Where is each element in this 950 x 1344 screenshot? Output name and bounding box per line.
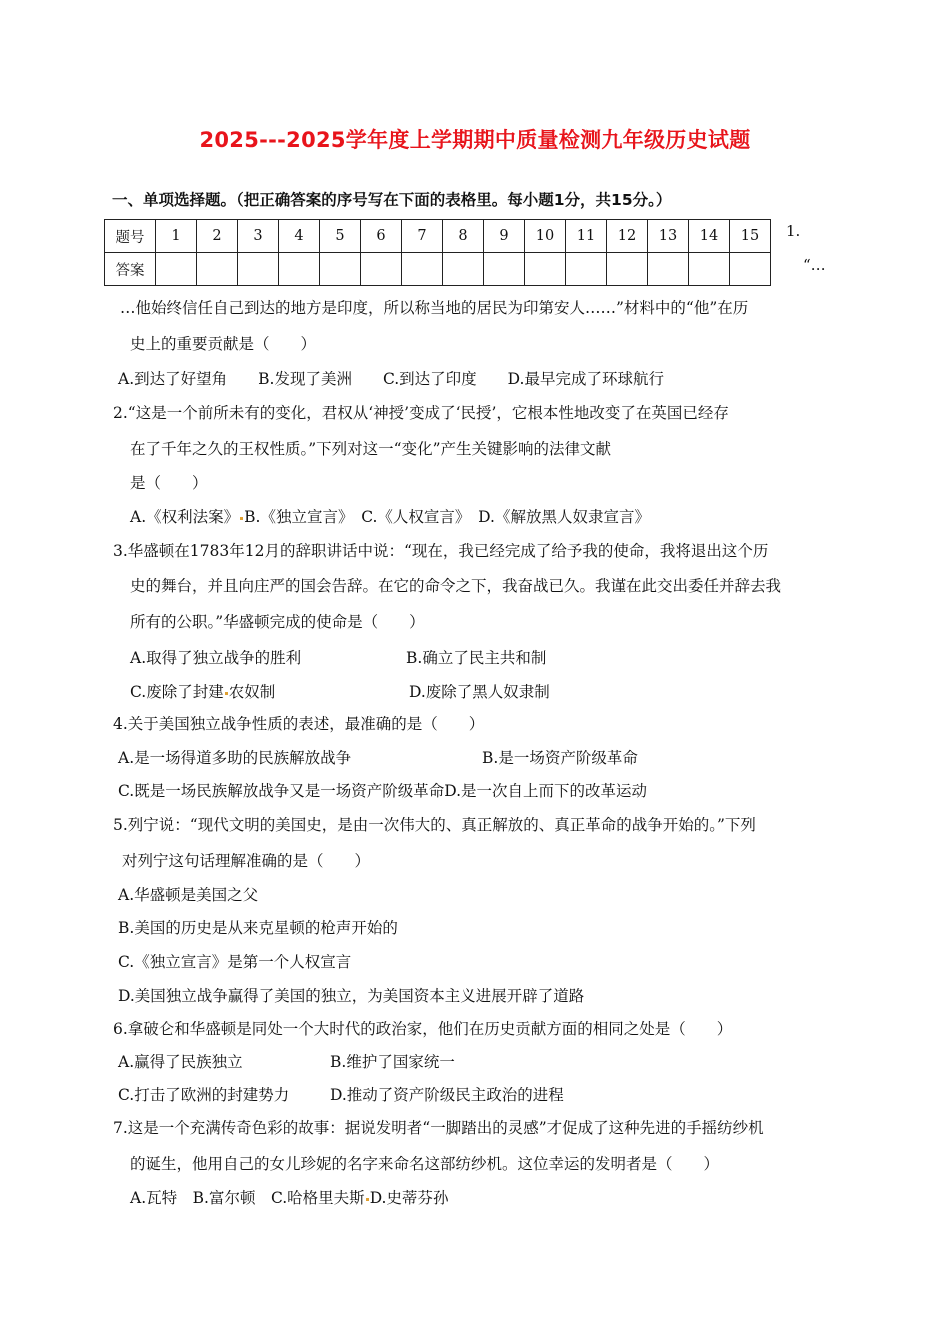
table-cell-number: 2: [197, 220, 238, 253]
table-cell-number: 11: [566, 220, 607, 253]
question-6-option-d: D.推动了资产阶级民主政治的进程: [330, 1086, 564, 1104]
question-6-option-c: C.打击了欧洲的封建势力: [118, 1086, 290, 1104]
answer-cell[interactable]: [361, 253, 402, 286]
question-1-options: A.到达了好望角 B.发现了美洲 C.到达了印度 D.最早完成了环球航行: [118, 370, 664, 388]
table-cell-number: 12: [607, 220, 648, 253]
question-5-option-d: D.美国独立战争赢得了美国的独立，为美国资本主义进展开辟了道路: [118, 987, 585, 1005]
question-5-option-a: A.华盛顿是美国之父: [118, 886, 259, 904]
question-3-prompt: 所有的公职。”华盛顿完成的使命是（ ）: [130, 613, 425, 631]
table-cell-number: 5: [320, 220, 361, 253]
question-4-text: 4.关于美国独立战争性质的表述，最准确的是（ ）: [113, 715, 485, 733]
answer-cell[interactable]: [648, 253, 689, 286]
table-header-label: 题号: [105, 220, 156, 253]
answer-cell[interactable]: [279, 253, 320, 286]
question-1-quote-start: “…: [803, 256, 826, 274]
question-2-text: 2.“这是一个前所未有的变化，君权从‘神授’变成了‘民授’，它根本性地改变了在英国已经存: [113, 404, 729, 422]
table-answer-label: 答案: [105, 253, 156, 286]
table-row-answers: [105, 253, 771, 286]
question-7-text: 7.这是一个充满传奇色彩的故事：据说发明者“一脚踏出的灵感”才促成了这种先进的手摇纺纱机: [113, 1119, 764, 1137]
question-2-options: [130, 505, 650, 527]
table-cell-number: 14: [689, 220, 730, 253]
section-heading: 一、单项选择题。（把正确答案的序号写在下面的表格里。每小题1分，共15分。）: [112, 191, 672, 209]
table-cell-number: 13: [648, 220, 689, 253]
question-6-option-a: A.赢得了民族独立: [118, 1053, 243, 1071]
question-4-option-cd: C.既是一场民族解放战争又是一场资产阶级革命D.是一次自上而下的改革运动: [118, 782, 648, 800]
question-2-prompt: 是（ ）: [130, 474, 208, 492]
answer-cell[interactable]: [607, 253, 648, 286]
scan-mark: [225, 692, 228, 695]
question-6-text: 6.拿破仑和华盛顿是同处一个大时代的政治家，他们在历史贡献方面的相同之处是（ ）: [113, 1020, 733, 1038]
question-1-prompt: 史上的重要贡献是（ ）: [130, 335, 317, 353]
question-1-text: …他始终信任自己到达的地方是印度，所以称当地的居民为印第安人……”材料中的“他”在历: [120, 299, 749, 317]
answer-cell[interactable]: [566, 253, 607, 286]
answer-cell[interactable]: [320, 253, 361, 286]
question-3-option-d: D.废除了黑人奴隶制: [409, 683, 550, 701]
question-3-option-a: A.取得了独立战争的胜利: [130, 649, 302, 667]
table-cell-number: 4: [279, 220, 320, 253]
scan-mark: [366, 1198, 369, 1201]
answer-cell[interactable]: [443, 253, 484, 286]
question-5-option-b: B.美国的历史是从来克星顿的枪声开始的: [118, 919, 398, 937]
question-2-text-cont: 在了千年之久的王权性质。”下列对这一“变化”产生关键影响的法律文献: [130, 440, 612, 458]
answer-cell[interactable]: [156, 253, 197, 286]
question-7-options-abc: A.瓦特 B.富尔顿 C.哈格里夫斯: [130, 1189, 365, 1207]
table-cell-number: 7: [402, 220, 443, 253]
question-5-text: 5.列宁说：“现代文明的美国史，是由一次伟大的、真正解放的、真正革命的战争开始的。”下列: [113, 816, 756, 834]
question-3-option-c-part1: C.废除了封建: [130, 683, 224, 701]
table-cell-number: 3: [238, 220, 279, 253]
question-3-option-b: B.确立了民主共和制: [406, 649, 547, 667]
answer-cell[interactable]: [197, 253, 238, 286]
table-cell-number: 6: [361, 220, 402, 253]
table-row-numbers: [105, 220, 771, 253]
question-5-prompt: 对列宁这句话理解准确的是（ ）: [122, 852, 371, 870]
question-2-options-rest: B.《独立宣言》 C.《人权宣言》 D.《解放黑人奴隶宣言》: [244, 508, 650, 526]
question-4-option-a: A.是一场得道多助的民族解放战争: [118, 749, 352, 767]
question-3-text-cont: 史的舞台，并且向庄严的国会告辞。在它的命令之下，我奋战已久。我谨在此交出委任并辞去我: [130, 577, 782, 595]
question-5-option-c: C.《独立宣言》是第一个人权宣言: [118, 953, 352, 971]
question-3-option-c: [130, 680, 275, 702]
answer-table: [104, 219, 771, 286]
answer-cell[interactable]: [525, 253, 566, 286]
page-title: 2025---2025学年度上学期期中质量检测九年级历史试题: [199, 128, 751, 152]
question-4-option-b: B.是一场资产阶级革命: [482, 749, 638, 767]
question-3-option-c-part2: 农奴制: [228, 683, 276, 701]
question-6-option-b: B.维护了国家统一: [330, 1053, 455, 1071]
question-2-option-a: A.《权利法案》: [130, 508, 240, 526]
answer-cell[interactable]: [730, 253, 771, 286]
answer-cell[interactable]: [238, 253, 279, 286]
scan-mark: [240, 517, 243, 520]
table-cell-number: 8: [443, 220, 484, 253]
question-3-text: 3.华盛顿在1783年12月的辞职讲话中说：“现在，我已经完成了给予我的使命，我将退出这个历: [113, 542, 769, 560]
question-7-prompt: 的诞生，他用自己的女儿珍妮的名字来命名这部纺纱机。这位幸运的发明者是（ ）: [130, 1155, 720, 1173]
question-1-number: 1.: [786, 222, 801, 240]
table-cell-number: 9: [484, 220, 525, 253]
table-cell-number: 1: [156, 220, 197, 253]
answer-cell[interactable]: [484, 253, 525, 286]
answer-cell[interactable]: [689, 253, 730, 286]
question-7-options: [130, 1186, 449, 1208]
table-cell-number: 10: [525, 220, 566, 253]
table-cell-number: 15: [730, 220, 771, 253]
question-7-option-d: D.史蒂芬孙: [369, 1189, 449, 1207]
answer-cell[interactable]: [402, 253, 443, 286]
